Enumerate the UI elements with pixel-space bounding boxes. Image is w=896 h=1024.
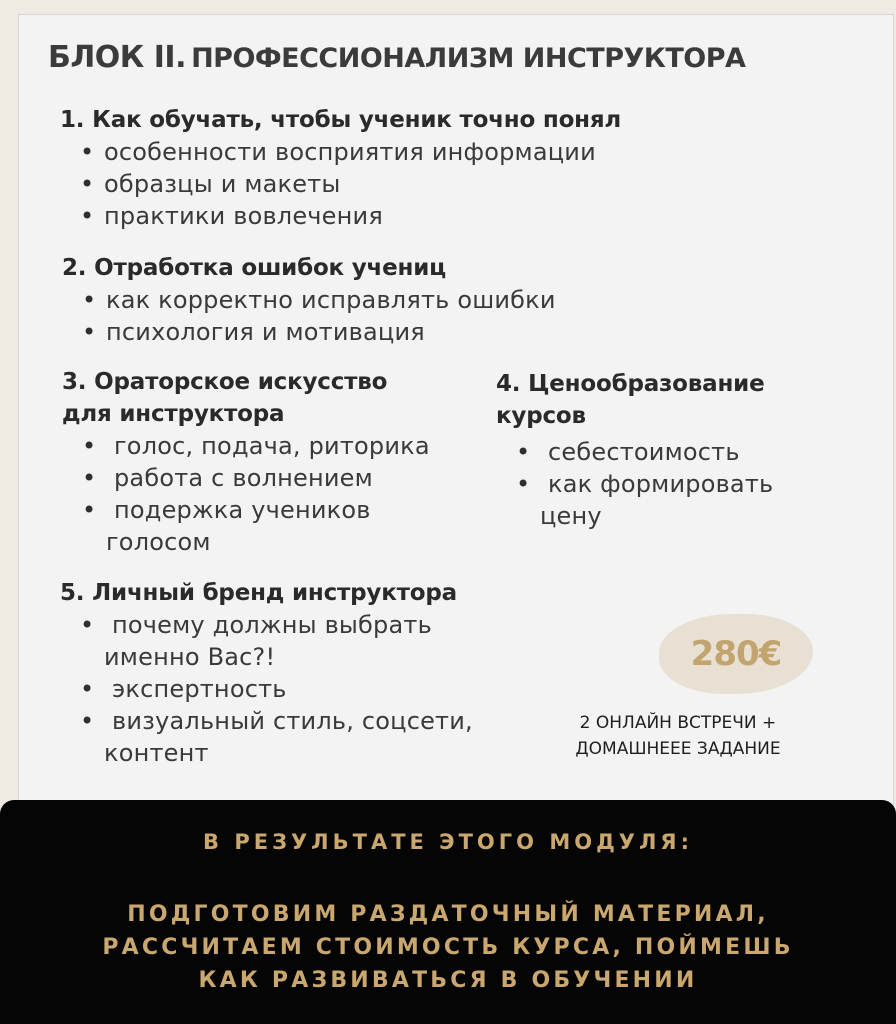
- offer-line: 2 ОНЛАЙН ВСТРЕЧИ +: [579, 713, 777, 733]
- list-item: • работа с волнением: [82, 462, 430, 494]
- section-title: 1. Как обучать, чтобы ученик точно понял: [60, 107, 622, 133]
- list-item: • как корректно исправлять ошибки: [82, 284, 556, 316]
- list-item: • подержка учеников голосом: [82, 494, 430, 558]
- result-banner: [0, 800, 896, 1024]
- list-item: • экспертность: [80, 673, 473, 705]
- list-item: • себестоимость: [516, 436, 773, 468]
- section-3: [62, 366, 430, 558]
- list-item: • психология и мотивация: [82, 316, 556, 348]
- section-5: [60, 577, 473, 769]
- section-4: [496, 368, 773, 532]
- block-label: БЛОК II.: [48, 40, 186, 75]
- list-item: • образцы и макеты: [80, 168, 621, 200]
- section-title: 2. Отработка ошибок учениц: [62, 255, 447, 281]
- offer-line: ДОМАШНЕЕЕ ЗАДАНИЕ: [575, 739, 781, 759]
- list-item: • как формировать цену: [516, 468, 773, 532]
- offer-details: [548, 710, 808, 762]
- result-line: КАК РАЗВИВАТЬСЯ В ОБУЧЕНИИ: [198, 968, 698, 993]
- list-item: • почему должны выбрать именно Вас?!: [80, 609, 473, 673]
- result-line: РАССЧИТАЕМ СТОИМОСТЬ КУРСА, ПОЙМЕШЬ: [102, 935, 794, 960]
- section-title: 4. Ценообразование курсов: [496, 371, 765, 429]
- list-item: • голос, подача, риторика: [82, 430, 430, 462]
- list-item: • визуальный стиль, соцсети, контент: [80, 705, 473, 769]
- section-title: 5. Личный бренд инструктора: [60, 580, 457, 606]
- section-2: [62, 252, 556, 348]
- price-value: 280€: [690, 634, 782, 674]
- result-line: ПОДГОТОВИМ РАЗДАТОЧНЫЙ МАТЕРИАЛ,: [127, 902, 769, 927]
- section-1: [60, 104, 621, 232]
- page-title: [48, 40, 745, 75]
- section-title: 3. Ораторское искусство для инструктора: [62, 369, 388, 427]
- result-text: [0, 898, 896, 997]
- result-heading: В РЕЗУЛЬТАТЕ ЭТОГО МОДУЛЯ:: [203, 830, 693, 854]
- list-item: • практики вовлечения: [80, 200, 621, 232]
- block-title: ПРОФЕССИОНАЛИЗМ ИНСТРУКТОРА: [191, 43, 746, 74]
- list-item: • особенности восприятия информации: [80, 136, 621, 168]
